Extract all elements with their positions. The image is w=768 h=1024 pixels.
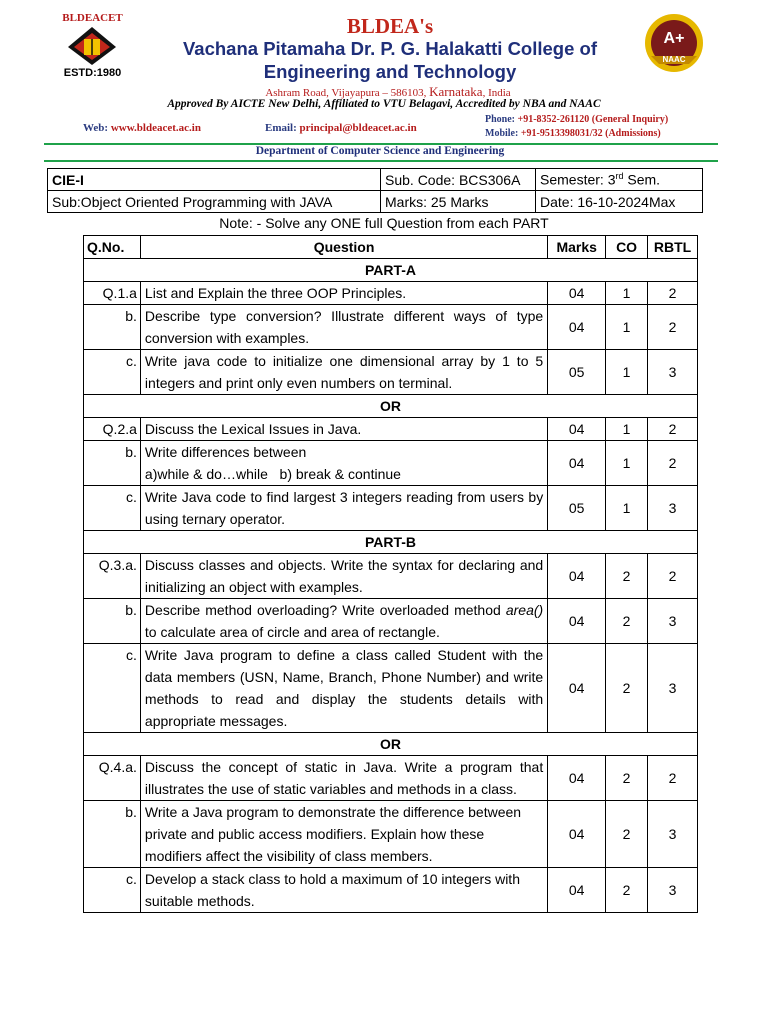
or-label: OR [84,733,698,756]
question-marks: 05 [548,350,606,395]
semester-prefix: Semester: 3 [540,171,616,188]
question-rbtl: 2 [648,441,698,486]
exam-date: Date: 16-10-2024Max [536,191,703,213]
question-co: 1 [606,441,648,486]
section-row [84,395,698,418]
subject-code: Sub. Code: BCS306A [381,169,536,191]
phone-label: Phone: [485,114,515,125]
header-qno: Q.No. [84,236,141,259]
phone-contact [485,114,668,125]
question-number: Q.1.a [84,282,141,305]
question-rbtl: 2 [648,305,698,350]
question-marks: 04 [548,305,606,350]
brand-line-2: Vachana Pitamaha Dr. P. G. Halakatti College of [182,38,597,59]
max-marks: Marks: 25 Marks [381,191,536,213]
question-text: Write java code to initialize one dimensional array by 1 to 5 integers and print only even numbers on terminal. [140,350,547,395]
question-rbtl: 2 [648,756,698,801]
address-street: Ashram Road, Vijayapura – 586103, [265,87,427,99]
question-number: b. [84,801,141,868]
table-row [84,756,698,801]
naac-grade: A+ [663,30,685,47]
question-text-line-2: a)while & do…while b) break & continue [144,466,401,482]
or-label: OR [84,395,698,418]
question-text: Discuss classes and objects. Write the syntax for declaring and initializing an object with examples. [140,554,547,599]
question-table [83,235,698,913]
question-marks: 04 [548,868,606,913]
question-number: Q.2.a [84,418,141,441]
question-text: Discuss the concept of static in Java. Write a program that illustrates the use of static variables and methods in a class. [140,756,547,801]
question-number: c. [84,868,141,913]
question-number: b. [84,599,141,644]
section-row [84,259,698,282]
question-rbtl: 3 [648,644,698,733]
address-country: , India [482,87,511,99]
table-row [84,282,698,305]
question-marks: 04 [548,756,606,801]
subject-name: Sub:Object Oriented Programming with JAVA [48,191,381,213]
question-number: Q.3.a. [84,554,141,599]
email-link[interactable]: principal@bldeacet.ac.in [299,122,417,134]
question-marks: 04 [548,282,606,305]
question-text: Write Java program to define a class called Student with the data members (USN, Name, Branch, Phone Number) and write methods to read and display the students details with appropriate messages. [140,644,547,733]
question-rbtl: 3 [648,486,698,531]
table-row [84,418,698,441]
part-b-label: PART-B [84,531,698,554]
table-row [84,441,698,486]
table-row [84,486,698,531]
exam-note: Note: - Solve any ONE full Question from each PART [219,215,549,231]
question-number: Q.4.a. [84,756,141,801]
question-marks: 05 [548,486,606,531]
mobile-contact [485,128,661,139]
address-state: Karnataka [429,84,483,99]
section-row [84,733,698,756]
question-number: b. [84,305,141,350]
question-text: Discuss the Lexical Issues in Java. [140,418,547,441]
question-co: 1 [606,282,648,305]
question-co: 2 [606,801,648,868]
mobile-label: Mobile: [485,128,519,139]
semester-suffix: Sem. [623,171,661,188]
naac-label: NAAC [662,55,686,64]
logo-text: BLDEACET [62,12,123,24]
question-co: 2 [606,554,648,599]
question-text: Write Java code to find largest 3 integers reading from users by using ternary operator. [140,486,547,531]
email-label: Email: [265,122,297,134]
question-rbtl: 2 [648,554,698,599]
question-rbtl: 3 [648,599,698,644]
semester [536,169,703,191]
question-co: 2 [606,644,648,733]
question-rbtl: 2 [648,282,698,305]
department-name: Department of Computer Science and Engineering [255,145,505,157]
header-rbtl: RBTL [648,236,698,259]
question-text: Develop a stack class to hold a maximum of 10 integers with suitable methods. [140,868,547,913]
exam-info-table [47,168,703,213]
web-label: Web: [83,122,109,134]
brand-line-3: Engineering and Technology [263,61,517,82]
brand-line-1: BLDEA's [346,14,434,38]
question-co: 1 [606,418,648,441]
question-number: c. [84,644,141,733]
question-co: 2 [606,599,648,644]
question-number: c. [84,486,141,531]
question-marks: 04 [548,441,606,486]
table-row [84,350,698,395]
header-marks: Marks [548,236,606,259]
table-row [84,868,698,913]
question-rbtl: 3 [648,801,698,868]
question-text-line-1: Write differences between [144,444,307,460]
mobile-value: +91-9513398031/32 (Admissions) [520,128,661,139]
part-a-label: PART-A [84,259,698,282]
question-marks: 04 [548,644,606,733]
header-divider-bottom [44,160,718,162]
question-text-end: to calculate area of circle and area of rectangle. [144,624,440,640]
question-co: 1 [606,486,648,531]
header-co: CO [606,236,648,259]
table-row [84,554,698,599]
email-contact [265,122,417,134]
question-number: b. [84,441,141,486]
question-text: Describe type conversion? Illustrate different ways of type conversion with examples. [140,305,547,350]
question-co: 1 [606,305,648,350]
college-header [0,0,768,162]
question-rbtl: 3 [648,350,698,395]
question-marks: 04 [548,801,606,868]
question-marks: 04 [548,554,606,599]
question-marks: 04 [548,599,606,644]
method-name: area() [505,602,544,618]
question-rbtl: 2 [648,418,698,441]
question-text [140,441,547,486]
table-header-row [84,236,698,259]
question-co: 1 [606,350,648,395]
question-number: c. [84,350,141,395]
section-row [84,531,698,554]
web-link[interactable]: www.bldeacet.ac.in [110,122,201,134]
question-marks: 04 [548,418,606,441]
question-co: 2 [606,756,648,801]
table-row [84,801,698,868]
phone-value: +91-8352-261120 (General Inquiry) [517,114,669,125]
question-rbtl: 3 [648,868,698,913]
question-text [140,599,547,644]
semester-ordinal: rd [615,171,624,182]
logo-established: ESTD:1980 [63,67,122,79]
approval-line: Approved By AICTE New Delhi, Affiliated to VTU Belagavi, Accredited by NBA and NAAC [167,98,601,110]
question-text: List and Explain the three OOP Principles. [140,282,547,305]
table-row [84,599,698,644]
question-co: 2 [606,868,648,913]
table-row [84,305,698,350]
question-text: Write a Java program to demonstrate the difference between private and public access modifiers. Explain how these modifiers affect the visibility of class members. [140,801,547,868]
exam-name: CIE-I [48,169,381,191]
table-row [84,644,698,733]
header-question: Question [140,236,547,259]
question-text-start: Describe method overloading? Write overloaded method [144,602,506,618]
web-contact [83,122,201,134]
